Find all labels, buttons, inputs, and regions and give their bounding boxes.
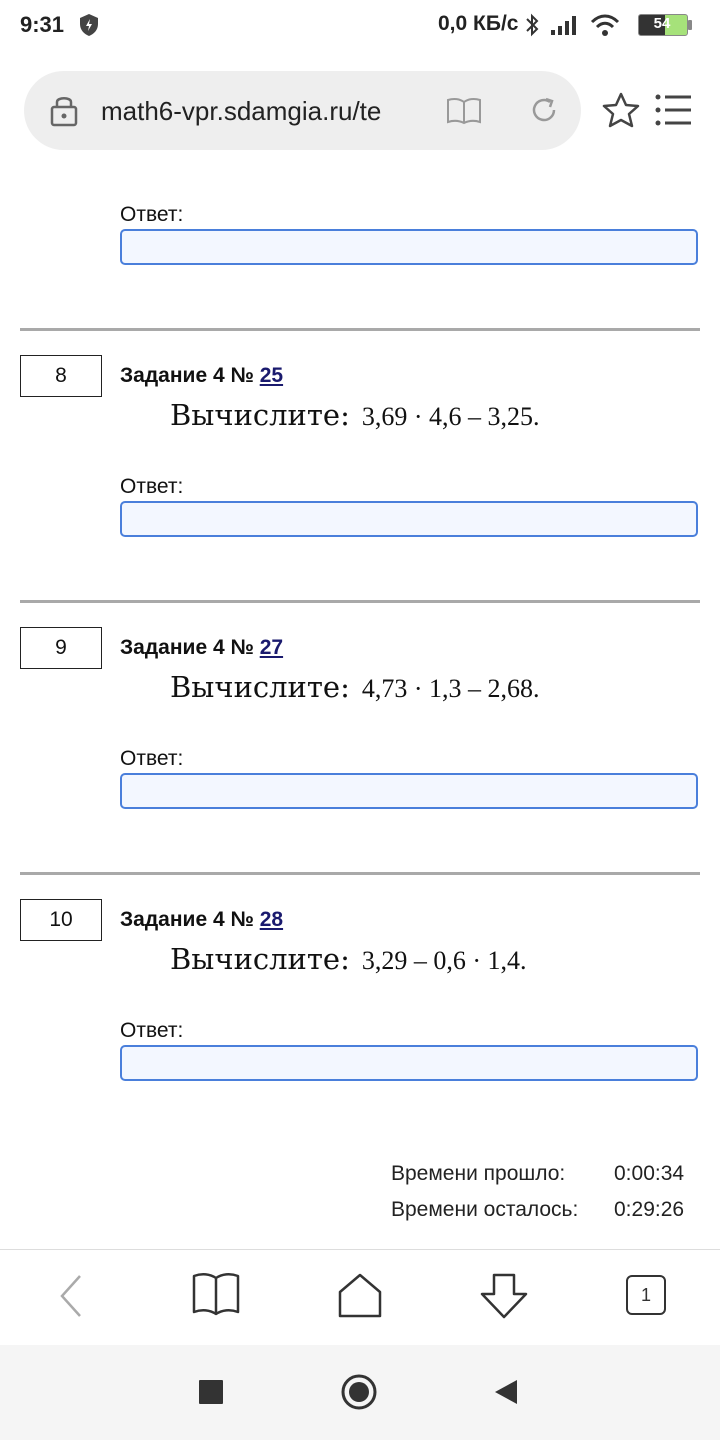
answer-label: Ответ: [120,203,184,226]
divider [20,328,700,331]
url-text[interactable]: math6-vpr.sdamgia.ru/te [101,96,382,126]
status-bar [0,0,720,52]
task-number-box: 8 [20,355,102,397]
task-expression: 4,73 · 1,3 – 2,68. [361,674,540,703]
answer-label: Ответ: [120,1019,184,1042]
task-link[interactable]: 28 [259,908,284,931]
task-link[interactable]: 25 [259,364,284,387]
elapsed-value: 0:00:34 [614,1162,685,1185]
signal-icon [550,14,580,41]
tabs-icon[interactable]: 1 [626,1275,666,1315]
browser-toolbar [0,1249,720,1346]
answer-input-9[interactable] [120,773,698,809]
task-title: Задание 4 № 27 [120,636,284,659]
bluetooth-icon [524,12,540,43]
task-text: Вычислите: 3,69 · 4,6 – 3,25. [170,398,540,432]
status-time: 9:31 [20,12,65,37]
home-button[interactable] [341,1374,377,1415]
system-navbar [0,1345,720,1440]
task-text: Вычислите: 3,29 – 0,6 · 1,4. [170,942,527,976]
download-icon[interactable] [478,1272,530,1325]
bookmarks-icon[interactable] [192,1272,240,1321]
home-icon[interactable] [336,1272,384,1325]
lock-icon[interactable] [50,93,78,132]
remaining-value: 0:29:26 [614,1198,685,1221]
menu-icon[interactable] [655,94,693,131]
star-icon[interactable] [602,92,640,133]
divider [20,600,700,603]
battery-level: 54 [653,15,671,32]
battery-icon [638,14,692,36]
task-text: Вычислите: 4,73 · 1,3 – 2,68. [170,670,540,704]
address-bar[interactable] [24,71,581,150]
answer-input-7[interactable] [120,229,698,265]
task-expression: 3,69 · 4,6 – 3,25. [361,402,540,431]
answer-input-8[interactable] [120,501,698,537]
answer-label: Ответ: [120,475,184,498]
task-title: Задание 4 № 25 [120,364,284,387]
task-expression: 3,29 – 0,6 · 1,4. [361,946,527,975]
task-link[interactable]: 27 [259,636,284,659]
shield-icon [78,13,100,42]
network-speed: 0,0 КБ/с [438,12,519,35]
wifi-icon [590,14,620,41]
answer-input-10[interactable] [120,1045,698,1081]
answer-label: Ответ: [120,747,184,770]
divider [20,872,700,875]
task-title: Задание 4 № 28 [120,908,284,931]
reload-icon[interactable] [529,96,559,131]
back-button[interactable] [493,1378,519,1411]
task-number-box: 10 [20,899,102,941]
remaining-label: Времени осталось: [391,1198,579,1221]
recents-button[interactable] [199,1380,223,1409]
reader-mode-icon[interactable] [446,97,482,130]
task-number-box: 9 [20,627,102,669]
elapsed-label: Времени прошло: [391,1162,566,1185]
back-icon[interactable] [56,1272,86,1325]
